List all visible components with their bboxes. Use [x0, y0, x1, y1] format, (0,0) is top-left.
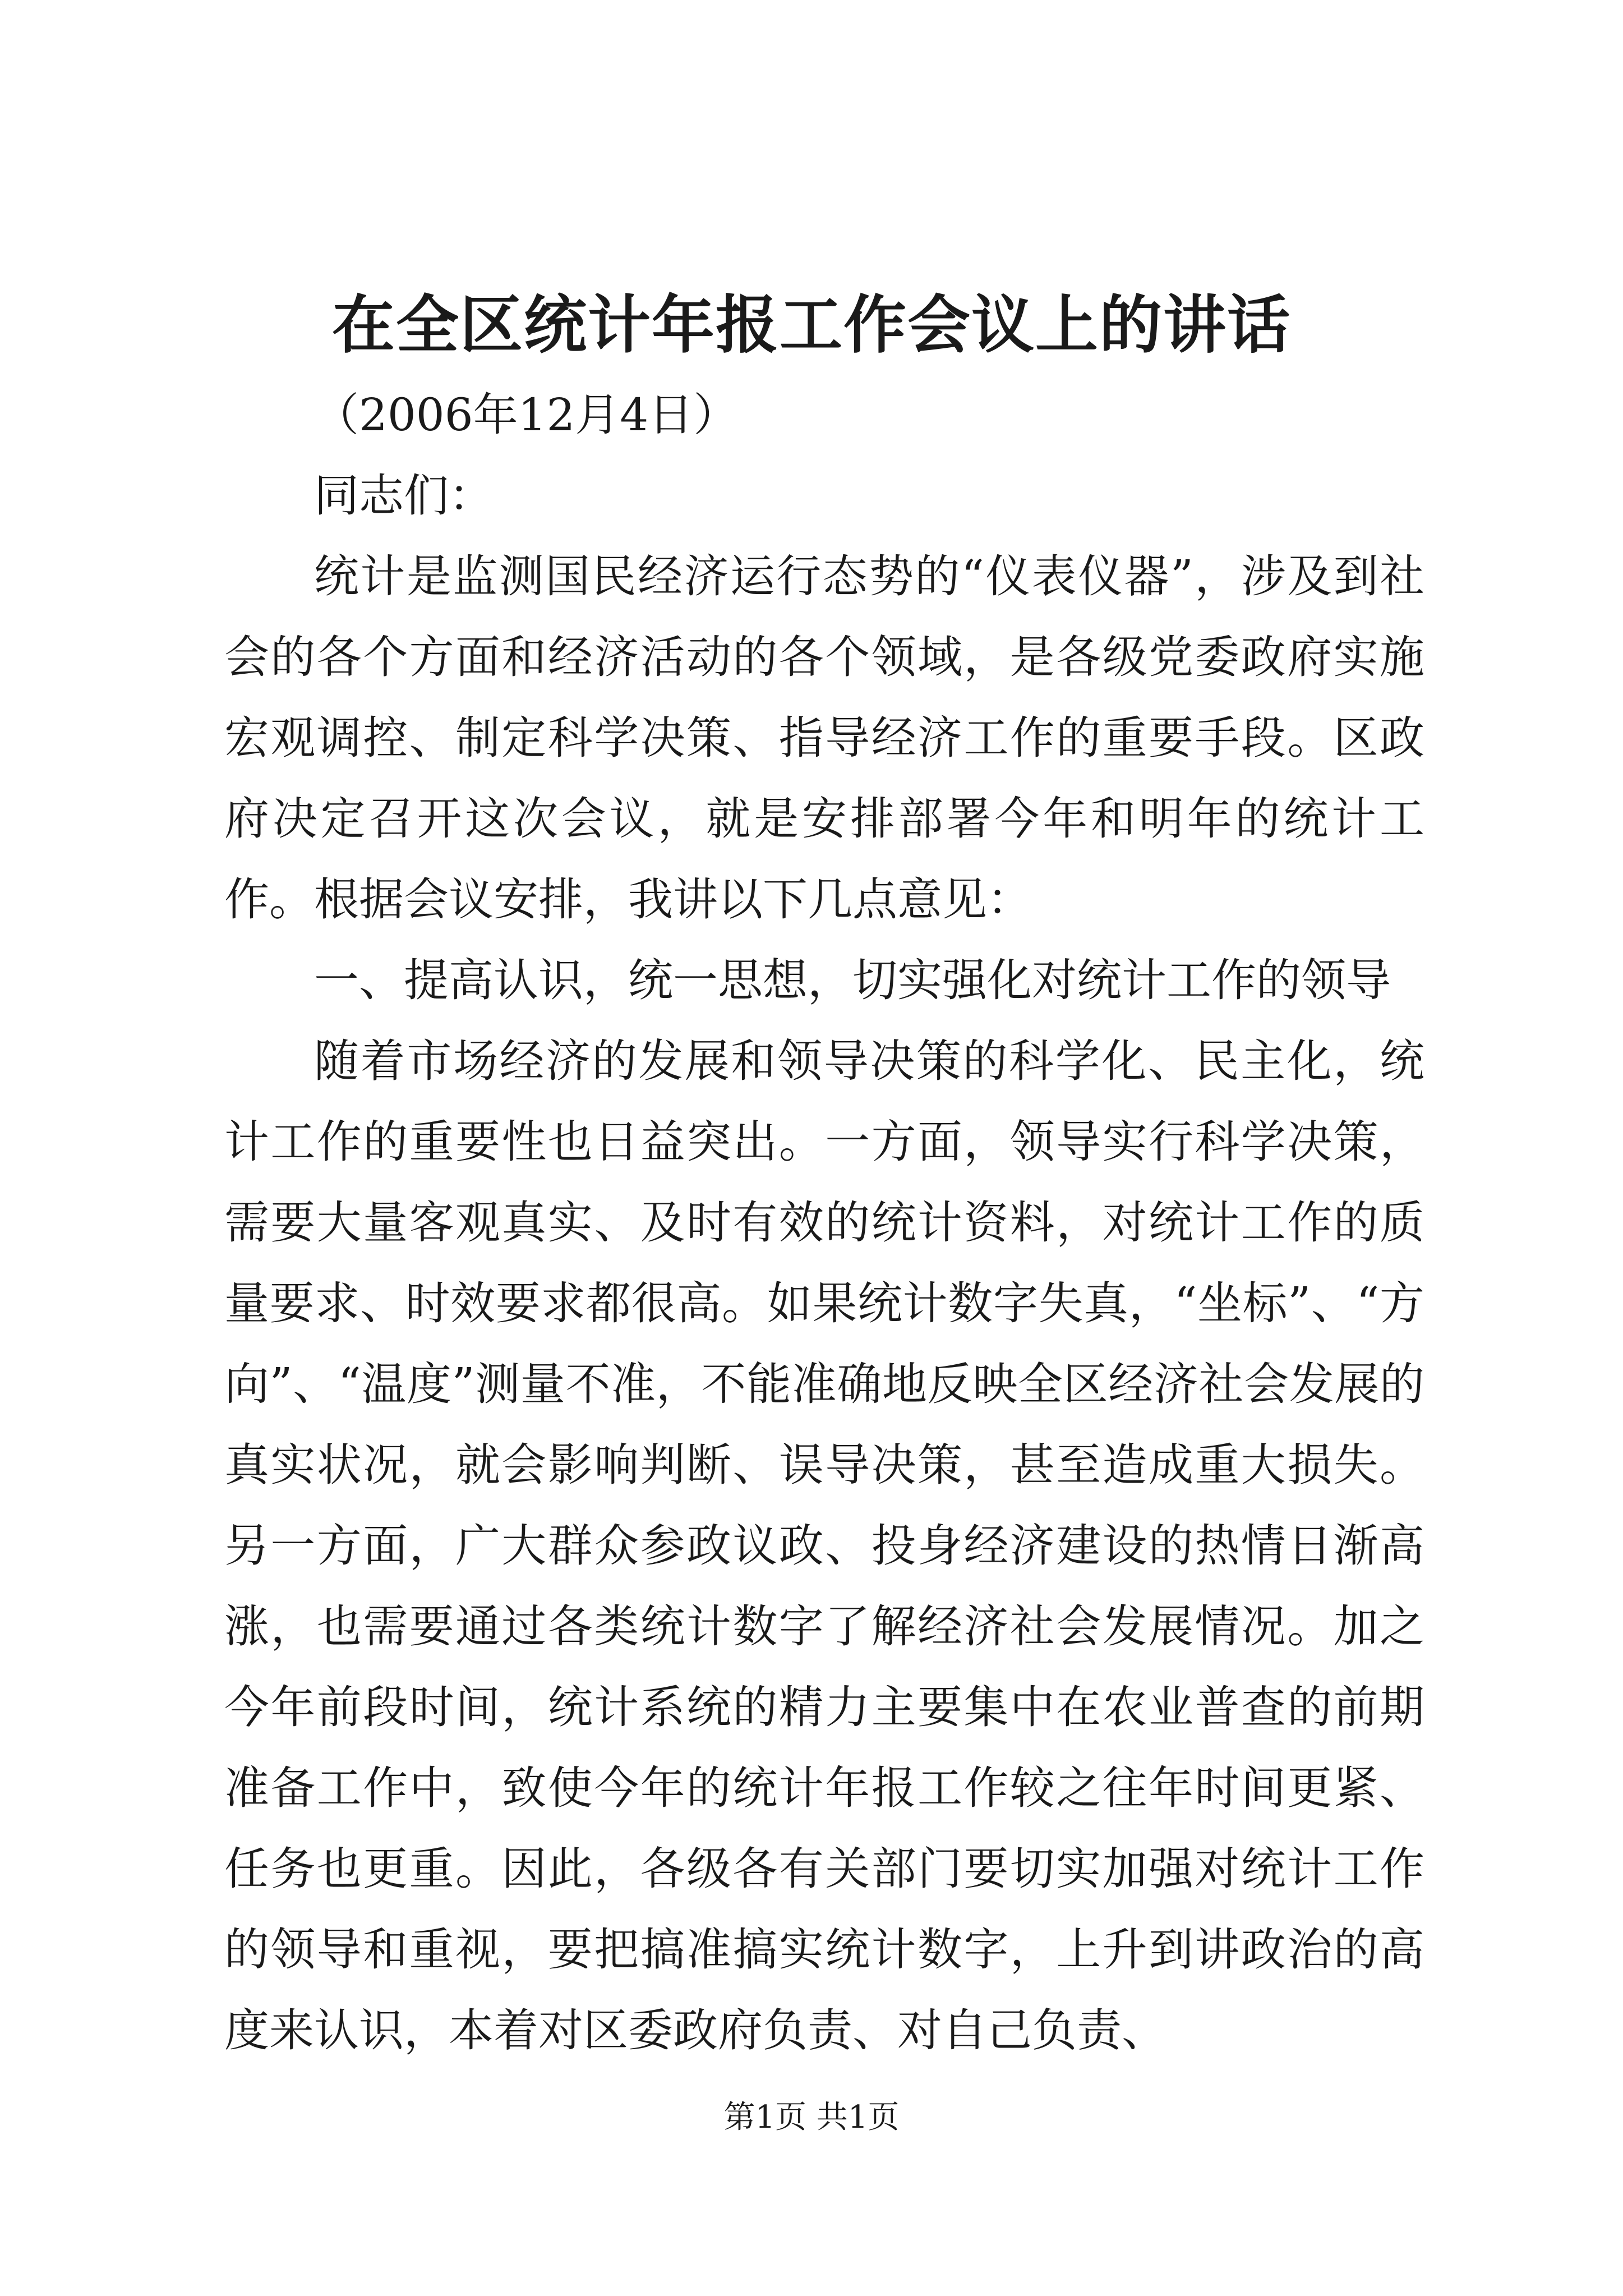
body-paragraph: 随着市场经济的发展和领导决策的科学化、民主化，统计工作的重要性也日益突出。一方面，领导实行科学决策，需要大量客观真实、及时有效的统计资料，对统计工作的质量要求、时效要求都很高。如果统计数字失真，“坐标”、“方向”、“温度”测量不准，不能准确地反映全区经济社会发展的真实状况，就会影响判断、误导决策，甚至造成重大损失。另一方面，广大群众参政议政、投身经济建设的热情日渐高涨，也需要通过各类统计数字了解经济社会发展情况。加之今年前段时间，统计系统的精力主要集中在农业普查的前期准备工作中，致使今年的统计年报工作较之往年时间更紧、任务也更重。因此，各级各有关部门要切实加强对统计工作的领导和重视，要把搞准搞实统计数字，上升到讲政治的高度来认识，本着对区委政府负责、对自己负责、 [224, 1035, 1424, 2056]
document-title: 在全区统计年报工作会议上的讲话 [332, 288, 1291, 362]
page-footer: 第1页 共1页 [723, 2099, 900, 2136]
salutation: 同志们： [314, 470, 494, 522]
body-paragraph: 统计是监测国民经济运行态势的“仪表仪器”，涉及到社会的各个方面和经济活动的各个领域，是各级党委政府实施宏观调控、制定科学决策、指导经济工作的重要手段。区政府决定召开这次会议，就是安排部署今年和明年的统计工作。根据会议安排，我讲以下几点意见： [224, 550, 1424, 926]
speech-date: （2006年12月4日） [314, 389, 739, 441]
section-heading: 一、提高认识，统一思想，切实强化对统计工作的领导 [314, 954, 1391, 1006]
document-body [224, 375, 1424, 2071]
